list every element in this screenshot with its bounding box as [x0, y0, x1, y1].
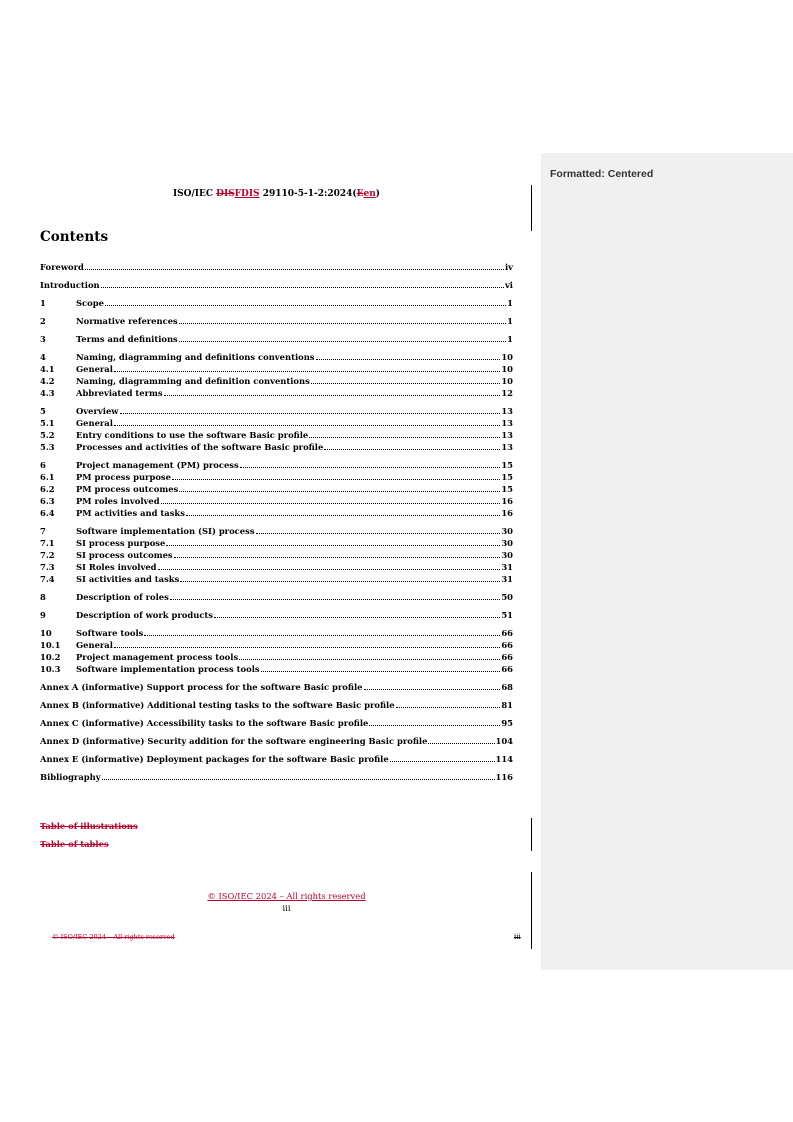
toc-entry-title: PM roles involved — [76, 496, 160, 506]
comment-label: Formatted: Centered — [550, 168, 654, 180]
toc-leader-dots — [369, 725, 500, 726]
toc-group — [40, 591, 513, 603]
toc-entry-page: 15 — [501, 472, 513, 482]
toc-entry-number: 7.4 — [40, 574, 55, 584]
toc-entry[interactable] — [40, 483, 513, 495]
toc-entry-number: 1 — [40, 298, 46, 308]
toc-group — [40, 681, 513, 693]
toc-entry[interactable] — [40, 525, 513, 537]
toc-group — [40, 405, 513, 453]
toc-group — [40, 261, 513, 273]
toc-entry-page: 81 — [501, 700, 513, 710]
toc-entry-page: 13 — [501, 418, 513, 428]
toc-group — [40, 699, 513, 711]
toc-entry-number: 3 — [40, 334, 46, 344]
toc-entry-page: 15 — [501, 460, 513, 470]
toc-leader-dots — [316, 359, 501, 360]
toc-entry-page: 31 — [501, 562, 513, 572]
toc-leader-dots — [311, 383, 501, 384]
toc-entry-page: 104 — [495, 736, 513, 746]
comment-pane — [541, 153, 793, 970]
deleted-tables-link[interactable]: Table of tables — [40, 839, 109, 849]
toc-leader-dots — [144, 635, 500, 636]
toc-entry[interactable] — [40, 639, 513, 651]
inserted-lang: en — [363, 189, 376, 199]
toc-entry-title: SI process purpose — [76, 538, 166, 548]
toc-entry-title: Overview — [76, 406, 119, 416]
toc-entry[interactable] — [40, 507, 513, 519]
toc-entry[interactable] — [40, 417, 513, 429]
deleted-lang: E — [356, 189, 364, 199]
toc-entry[interactable] — [40, 735, 513, 747]
toc-entry-page: 10 — [501, 376, 513, 386]
toc-leader-dots — [309, 437, 500, 438]
toc-entry-page: 13 — [501, 430, 513, 440]
toc-entry-page: 66 — [501, 664, 513, 674]
toc-entry-title: Annex C (informative) Accessibility tasks to the software Basic profile — [40, 718, 369, 728]
table-of-contents — [40, 261, 513, 789]
toc-entry-page: 31 — [501, 574, 513, 584]
toc-leader-dots — [256, 533, 501, 534]
toc-group — [40, 297, 513, 309]
toc-entry[interactable] — [40, 363, 513, 375]
change-bar-header — [531, 185, 532, 231]
toc-leader-dots — [239, 659, 500, 660]
toc-entry-page: 1 — [507, 298, 513, 308]
toc-group — [40, 627, 513, 675]
toc-entry[interactable] — [40, 717, 513, 729]
document-header: ISO/IEC DISFDIS 29110-5-1-2:2024(Een) — [172, 189, 381, 199]
toc-entry-title: Software implementation process tools — [76, 664, 260, 674]
toc-entry-title: Annex E (informative) Deployment packages for the software Basic profile — [40, 754, 389, 764]
toc-leader-dots — [186, 515, 500, 516]
toc-entry[interactable] — [40, 261, 513, 273]
toc-entry-title: General — [76, 640, 113, 650]
toc-entry-title: Annex B (informative) Additional testing tasks to the software Basic profile — [40, 700, 395, 710]
toc-entry[interactable] — [40, 561, 513, 573]
toc-entry-page: iv — [504, 262, 513, 272]
toc-entry-title: Naming, diagramming and definition conventions — [76, 376, 310, 386]
toc-group — [40, 771, 513, 783]
toc-entry[interactable] — [40, 771, 513, 783]
toc-leader-dots — [364, 689, 501, 690]
toc-entry[interactable] — [40, 573, 513, 585]
toc-entry-number: 4.3 — [40, 388, 55, 398]
toc-group — [40, 459, 513, 519]
toc-entry-page: 30 — [501, 538, 513, 548]
toc-entry[interactable] — [40, 471, 513, 483]
toc-leader-dots — [102, 779, 495, 780]
toc-entry-title: SI activities and tasks — [76, 574, 180, 584]
toc-entry-title: Entry conditions to use the software Basic profile — [76, 430, 309, 440]
toc-entry[interactable] — [40, 279, 513, 291]
toc-entry-page: 30 — [501, 550, 513, 560]
deleted-footer-page: iii — [514, 933, 521, 941]
toc-group — [40, 735, 513, 747]
toc-entry-page: 15 — [501, 484, 513, 494]
toc-leader-dots — [390, 761, 495, 762]
toc-leader-dots — [179, 341, 506, 342]
toc-entry-number: 6.1 — [40, 472, 55, 482]
toc-entry-page: 66 — [501, 628, 513, 638]
toc-entry[interactable] — [40, 405, 513, 417]
toc-entry[interactable] — [40, 375, 513, 387]
toc-entry-page: 30 — [501, 526, 513, 536]
toc-group — [40, 351, 513, 399]
toc-entry-number: 7.1 — [40, 538, 55, 548]
toc-leader-dots — [240, 467, 501, 468]
toc-leader-dots — [324, 449, 500, 450]
toc-leader-dots — [174, 557, 501, 558]
toc-leader-dots — [172, 479, 500, 480]
toc-leader-dots — [105, 305, 506, 306]
contents-title: Contents — [40, 229, 109, 245]
toc-entry-title: Foreword — [40, 262, 84, 272]
toc-entry-title: Software implementation (SI) process — [76, 526, 255, 536]
toc-leader-dots — [214, 617, 500, 618]
toc-leader-dots — [164, 395, 501, 396]
toc-entry-title: Abbreviated terms — [76, 388, 163, 398]
toc-entry-number: 4.2 — [40, 376, 55, 386]
toc-entry-title: Project management process tools — [76, 652, 239, 662]
toc-entry-number: 5 — [40, 406, 46, 416]
toc-leader-dots — [261, 671, 501, 672]
toc-entry-title: Normative references — [76, 316, 178, 326]
toc-entry-page: 16 — [501, 496, 513, 506]
toc-entry-title: SI process outcomes — [76, 550, 173, 560]
toc-entry-number: 10.2 — [40, 652, 61, 662]
toc-entry-page: 114 — [495, 754, 513, 764]
toc-leader-dots — [396, 707, 501, 708]
toc-group — [40, 333, 513, 345]
toc-leader-dots — [161, 503, 501, 504]
toc-entry[interactable] — [40, 663, 513, 675]
toc-entry-title: General — [76, 418, 113, 428]
toc-entry-title: PM process purpose — [76, 472, 171, 482]
toc-group — [40, 525, 513, 585]
toc-entry-title: Naming, diagramming and definitions conventions — [76, 352, 315, 362]
toc-entry-number: 4.1 — [40, 364, 55, 374]
toc-group — [40, 717, 513, 729]
toc-entry-title: Terms and definitions — [76, 334, 178, 344]
toc-entry-page: 1 — [507, 334, 513, 344]
toc-leader-dots — [120, 413, 501, 414]
toc-entry-title: Description of work products — [76, 610, 214, 620]
toc-leader-dots — [114, 371, 500, 372]
toc-leader-dots — [428, 743, 494, 744]
toc-entry[interactable] — [40, 549, 513, 561]
toc-entry-title: Bibliography — [40, 772, 101, 782]
toc-entry[interactable] — [40, 315, 513, 327]
toc-entry-number: 7.3 — [40, 562, 55, 572]
toc-entry-page: 116 — [495, 772, 513, 782]
toc-entry-number: 2 — [40, 316, 46, 326]
toc-entry-title: Annex A (informative) Support process for the software Basic profile — [40, 682, 363, 692]
toc-leader-dots — [170, 599, 501, 600]
toc-entry[interactable] — [40, 627, 513, 639]
toc-leader-dots — [85, 269, 504, 270]
toc-entry-page: 10 — [501, 364, 513, 374]
toc-entry-number: 9 — [40, 610, 46, 620]
toc-entry-title: Annex D (informative) Security addition for the software engineering Basic profile — [40, 736, 428, 746]
footer-page-number: iii — [282, 903, 291, 913]
toc-entry-number: 5.1 — [40, 418, 55, 428]
deleted-illustrations-link[interactable]: Table of illustrations — [40, 821, 138, 831]
toc-entry[interactable] — [40, 351, 513, 363]
toc-entry[interactable] — [40, 699, 513, 711]
toc-entry[interactable] — [40, 459, 513, 471]
toc-entry-page: 13 — [501, 406, 513, 416]
toc-entry[interactable] — [40, 297, 513, 309]
toc-entry-number: 6.3 — [40, 496, 55, 506]
toc-leader-dots — [180, 581, 500, 582]
toc-leader-dots — [158, 569, 501, 570]
toc-entry[interactable] — [40, 753, 513, 765]
toc-entry-page: 95 — [501, 718, 513, 728]
toc-entry-page: 50 — [501, 592, 513, 602]
footer-copyright: © ISO/IEC 2024 – All rights reserved — [207, 891, 366, 901]
toc-entry-number: 6.2 — [40, 484, 55, 494]
toc-leader-dots — [179, 491, 500, 492]
toc-entry-number: 5.3 — [40, 442, 55, 452]
toc-entry-title: Introduction — [40, 280, 100, 290]
toc-entry-page: 12 — [501, 388, 513, 398]
toc-entry-title: General — [76, 364, 113, 374]
toc-entry[interactable] — [40, 387, 513, 399]
toc-entry-number: 4 — [40, 352, 46, 362]
toc-entry-number: 10.1 — [40, 640, 61, 650]
toc-entry[interactable] — [40, 681, 513, 693]
deleted-dis: DIS — [216, 189, 235, 199]
toc-entry-page: 10 — [501, 352, 513, 362]
toc-entry[interactable] — [40, 651, 513, 663]
toc-entry-page: vi — [504, 280, 513, 290]
toc-entry-number: 8 — [40, 592, 46, 602]
toc-entry[interactable] — [40, 609, 513, 621]
toc-entry-page: 16 — [501, 508, 513, 518]
toc-entry-number: 10 — [40, 628, 52, 638]
toc-leader-dots — [166, 545, 500, 546]
toc-entry-title: PM process outcomes — [76, 484, 179, 494]
toc-entry-number: 6 — [40, 460, 46, 470]
toc-entry-title: Scope — [76, 298, 104, 308]
toc-entry-title: PM activities and tasks — [76, 508, 185, 518]
toc-leader-dots — [179, 323, 506, 324]
toc-leader-dots — [114, 425, 500, 426]
toc-entry[interactable] — [40, 495, 513, 507]
change-bar-deleted-links — [531, 818, 532, 851]
toc-entry-page: 13 — [501, 442, 513, 452]
toc-entry-page: 66 — [501, 640, 513, 650]
toc-entry-title: Description of roles — [76, 592, 169, 602]
toc-entry-number: 6.4 — [40, 508, 55, 518]
toc-group — [40, 609, 513, 621]
toc-entry-number: 7.2 — [40, 550, 55, 560]
toc-group — [40, 315, 513, 327]
toc-entry[interactable] — [40, 333, 513, 345]
toc-entry-number: 10.3 — [40, 664, 61, 674]
toc-entry-number: 7 — [40, 526, 46, 536]
toc-entry-number: 5.2 — [40, 430, 55, 440]
deleted-footer-copyright: © ISO/IEC 2024 – All rights reserved — [52, 933, 175, 941]
toc-group — [40, 753, 513, 765]
toc-entry-page: 1 — [507, 316, 513, 326]
toc-entry-title: Project management (PM) process — [76, 460, 239, 470]
toc-entry-title: Processes and activities of the software Basic profile — [76, 442, 324, 452]
toc-leader-dots — [114, 647, 500, 648]
toc-entry-page: 66 — [501, 652, 513, 662]
toc-entry[interactable] — [40, 537, 513, 549]
toc-leader-dots — [101, 287, 504, 288]
toc-entry-title: Software tools — [76, 628, 144, 638]
toc-entry[interactable] — [40, 429, 513, 441]
toc-entry[interactable] — [40, 591, 513, 603]
toc-entry-page: 68 — [501, 682, 513, 692]
toc-entry[interactable] — [40, 441, 513, 453]
toc-entry-page: 51 — [501, 610, 513, 620]
inserted-fdis: FDIS — [234, 189, 260, 199]
toc-entry-title: SI Roles involved — [76, 562, 157, 572]
toc-group — [40, 279, 513, 291]
